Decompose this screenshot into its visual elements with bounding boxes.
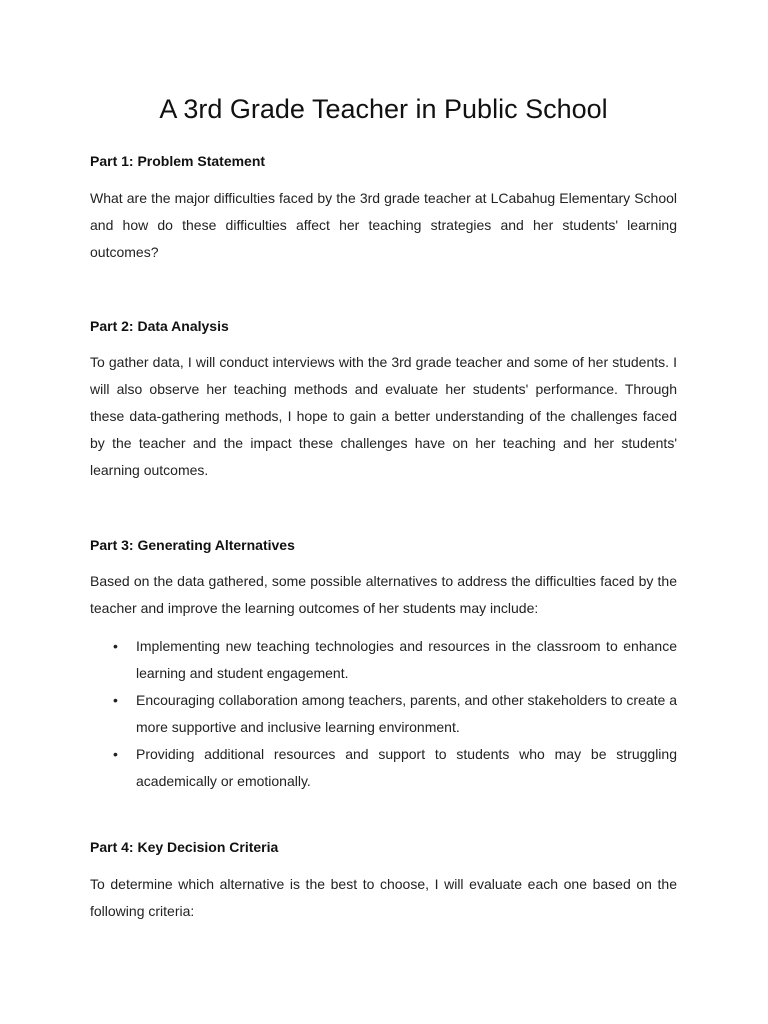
part1-heading: Part 1: Problem Statement <box>90 153 266 169</box>
list-item <box>90 633 677 687</box>
part2-heading: Part 2: Data Analysis <box>90 318 229 334</box>
list-item <box>90 741 677 795</box>
part3-heading: Part 3: Generating Alternatives <box>90 537 295 553</box>
part3-bullet-list <box>90 633 677 795</box>
bullet-icon: • <box>113 746 118 762</box>
part4-body: To determine which alternative is the best to choose, I will evaluate each one based on the following criteria: <box>90 876 677 919</box>
part1-body: What are the major difficulties faced by the 3rd grade teacher at LCabahug Elementary School and how do these difficulties affect her teaching strategies and her students' learning outcomes? <box>90 190 677 260</box>
part4-heading: Part 4: Key Decision Criteria <box>90 839 279 855</box>
bullet-icon: • <box>113 692 118 708</box>
document-title: A 3rd Grade Teacher in Public School <box>159 94 608 124</box>
list-item-text: Implementing new teaching technologies and resources in the classroom to enhance learning and student engagement. <box>136 638 677 681</box>
list-item-text: Encouraging collaboration among teachers, parents, and other stakeholders to create a more supportive and inclusive learning environment. <box>136 692 677 735</box>
list-item <box>90 687 677 741</box>
part2-body: To gather data, I will conduct interviews with the 3rd grade teacher and some of her students. I will also observe her teaching methods and evaluate her students' performance. Through these data-gathering methods, I hope to gain a better understanding of the challenges faced by the teacher and the impact these challenges have on her teaching and her students' learning outcomes. <box>90 354 677 478</box>
part3-body: Based on the data gathered, some possible alternatives to address the difficulties faced by the teacher and improve the learning outcomes of her students may include: <box>90 573 677 616</box>
bullet-icon: • <box>113 638 118 654</box>
list-item-text: Providing additional resources and support to students who may be struggling academically or emotionally. <box>136 746 677 789</box>
